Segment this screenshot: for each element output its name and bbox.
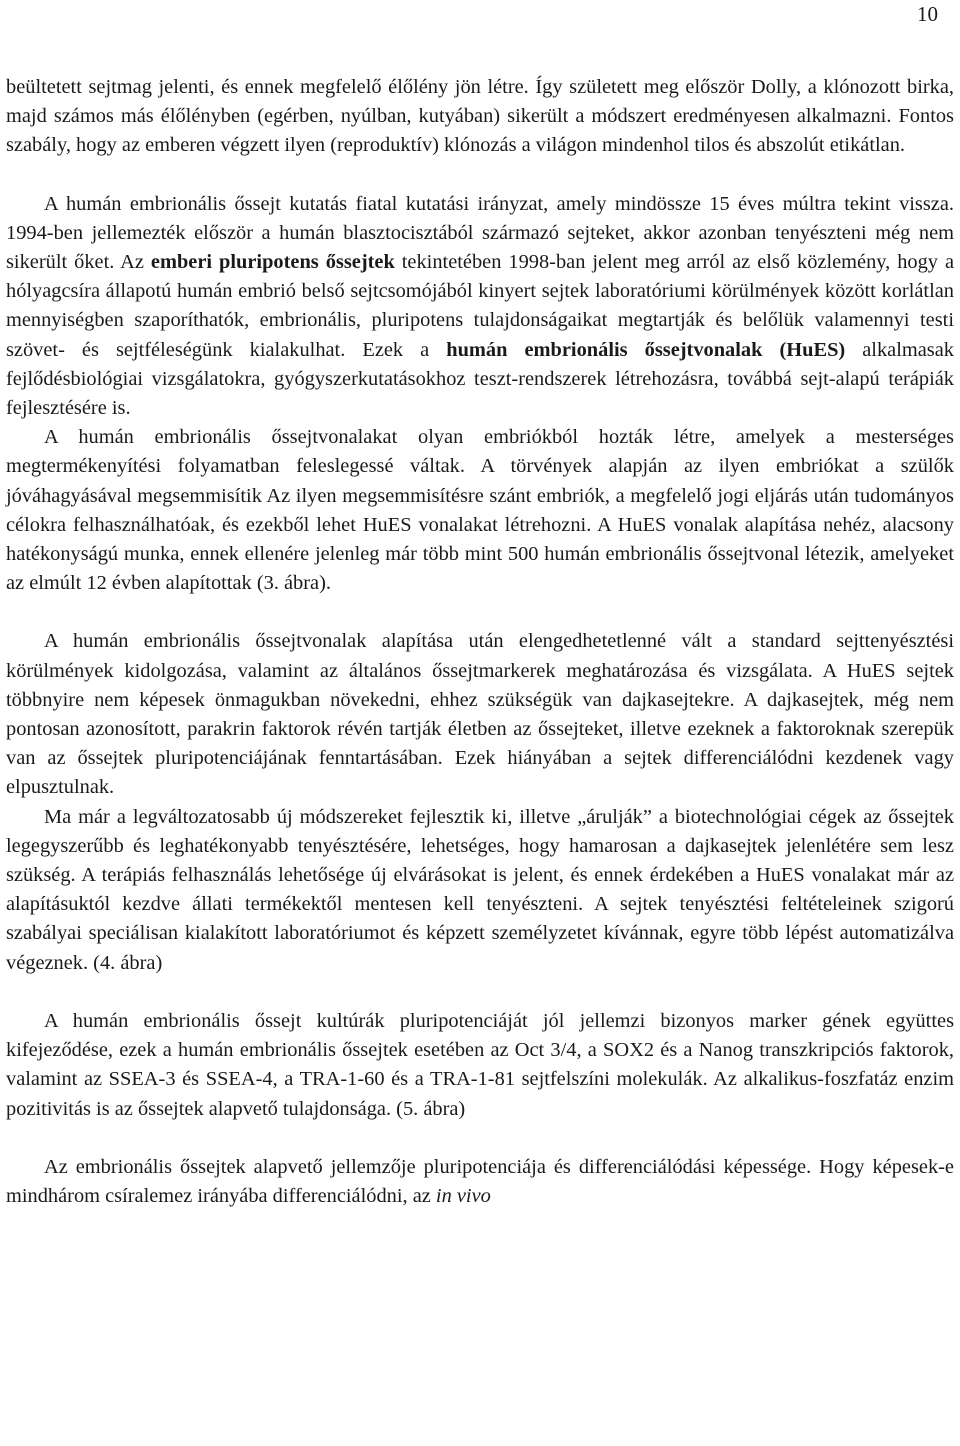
paragraph-2-bold-term-2: humán embrionális őssejtvonalak (HuES) bbox=[446, 338, 846, 361]
paragraph-2-text-a: A humán embrionális őssejt kutatás fiatal kutatási irányzat, amely mindössze 15 éves múltra tekint vissza. 1994-ben jellemezték először a humán blasztocisztából származó sejteket, akkor azonban tenyészteni még nem sikerült őket. Az bbox=[6, 192, 954, 274]
paragraph-2 bbox=[6, 190, 954, 424]
paragraph-5 bbox=[6, 803, 954, 978]
paragraph-3 bbox=[6, 423, 954, 598]
paragraph-7-text: Az embrionális őssejtek alapvető jellemzője pluripotenciája és differenciálódási képessége. Hogy képesek-e mindhárom csíralemez irányába differenciálódni, az bbox=[6, 1155, 954, 1207]
paragraph-1-text: beültetett sejtmag jelenti, és ennek megfelelő élőlény jön létre. Így született meg először Dolly, a klónozott birka, majd számos más élőlényben (egérben, nyúlban, kutyában) sikerült a módszert eredményesen alkalmazni. Fontos szabály, hogy az emberen végzett ilyen (reproduktív) klónozás a világon mindenhol tilos és abszolút etikátlan. bbox=[6, 76, 954, 157]
paragraph-3-text: A humán embrionális őssejtvonalakat olyan embriókból hozták létre, amelyek a mesterséges megtermékenyítési folyamatban feleslegessé váltak. A törvények alapján az ilyen embriókat a szülők jóváhagyásával megsemmisítik Az ilyen megsemmisítésre szánt embriók, a megfelelő jogi eljárás után tudományos célokra felhasználhatóak, és ezekből lehet HuES vonalakat létrehozni. A HuES vonalak alapítása nehéz, alacsony hatékonyságú munka, ennek ellenére jelenleg már több mint 500 humán embrionális őssejtvonal létezik, amelyeket az elmúlt 12 évben alapítottak (3. ábra). bbox=[6, 426, 954, 595]
paragraph-7-italic-term: in vivo bbox=[435, 1184, 491, 1207]
paragraph-4-text: A humán embrionális őssejtvonalak alapítása után elengedhetetlenné vált a standard sejttenyésztési körülmények kidolgozása, valamint az általános őssejtmarkerek meghatározása és vizsgálata. A HuES sejtek többnyire nem képesek önmagukban növekedni, ehhez szükségük van dajkasejtekre. A dajkasejtek, még nem pontosan azonosított, parakrin faktorok révén tartják életben az őssejteket, illetve ezeknek a faktoroknak szerepük van az őssejtek pluripotenciájának fenntartásában. Ezek hiányában a sejtek differenciálódni kezdenek vagy elpusztulnak. bbox=[6, 630, 954, 799]
paragraph-6-text: A humán embrionális őssejt kultúrák pluripotenciáját jól jellemzi bizonyos marker gének együttes kifejeződése, ezek a humán embrionális őssejtek esetében az Oct 3/4, a SOX2 és a Nanog transzkripciós faktorok, valamint az SSEA-3 és SSEA-4, a TRA-1-60 és a TRA-1-81 sejtfelszíni molekulák. Az alkalikus-foszfatáz enzim pozitivitás is az őssejtek alapvető tulajdonsága. (5. ábra) bbox=[6, 1009, 954, 1120]
paragraph-2-text-b: tekintetében 1998-ban jelent meg arról az első közlemény, hogy a hólyagcsíra állapotú humán embrió belső sejtcsomójából kinyert sejtek laboratóriumi körülmények között korlátlan mennyiségben szaporíthatók, embrionális, pluripotens tulajdonságaikat megtartják és belőlük valamennyi testi szövet- és sejtféleségünk kialakulhat. Ezek a bbox=[6, 251, 955, 361]
document-body bbox=[6, 73, 954, 1211]
paragraph-5-text: Ma már a legváltozatosabb új módszereket fejlesztik ki, illetve „árulják” a biotechnológiai cégek az őssejtek legegyszerűbb és leghatékonyabb tenyésztésére, lehetséges, hogy hamarosan a dajkasejtek jelenlétére sem lesz szükség. A terápiás felhasználás lehetősége új elvárásokat is jelent, és ennek érdekében a HuES vonalakat már az alapításuktól kezdve állati termékektől mentesen kell tenyészteni. A sejtek tenyésztési feltételeinek szigorú szabályai speciálisan kialakított laboratóriumot és képzett személyzetet kívánnak, egyre több lépést automatizálva végeznek. (4. ábra) bbox=[6, 805, 954, 974]
paragraph-4 bbox=[6, 627, 954, 802]
paragraph-2-bold-term-1: emberi pluripotens őssejtek bbox=[150, 251, 395, 274]
page-number: 10 bbox=[917, 2, 938, 26]
paragraph-2-text-c: alkalmasak fejlődésbiológiai vizsgálatokra, gyógyszerkutatásokhoz teszt-rendszerek létrehozásra, továbbá sejt-alapú terápiák fejlesztésére is. bbox=[6, 338, 954, 420]
paragraph-1 bbox=[6, 73, 954, 161]
paragraph-6 bbox=[6, 1007, 954, 1124]
paragraph-7 bbox=[6, 1153, 954, 1211]
